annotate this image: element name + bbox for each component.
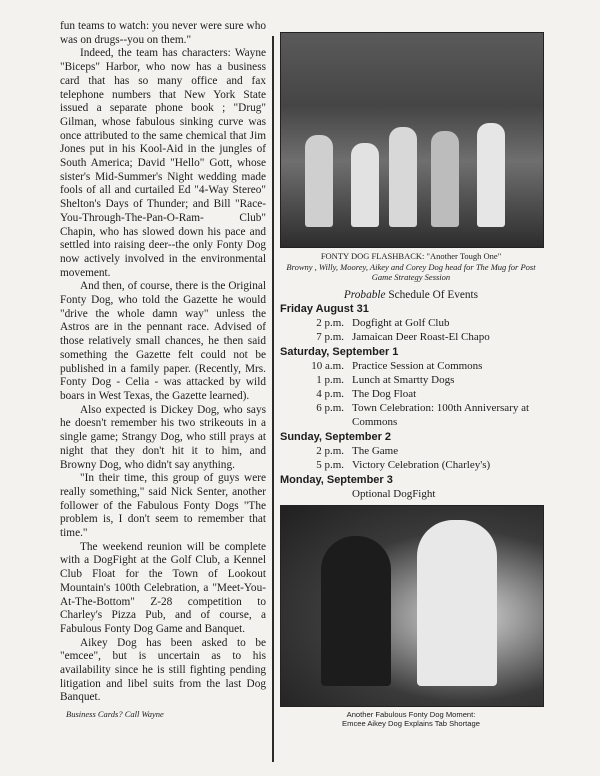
photo-caption bbox=[280, 710, 542, 729]
schedule-title-rest: Schedule Of Events bbox=[385, 288, 479, 301]
event-time: 2 p.m. bbox=[316, 316, 344, 329]
schedule-day-heading: Sunday, September 2 bbox=[280, 430, 392, 443]
article-column bbox=[60, 20, 266, 720]
schedule-day-heading: Saturday, September 1 bbox=[280, 345, 399, 358]
schedule-event bbox=[280, 330, 542, 344]
article-footnote: Business Cards? Call Wayne bbox=[66, 709, 164, 720]
schedule-event bbox=[280, 359, 542, 373]
schedule-event bbox=[280, 387, 542, 401]
event-description: The Game bbox=[352, 444, 399, 457]
photo-caption bbox=[280, 251, 542, 283]
event-description: Optional DogFight bbox=[352, 487, 436, 500]
event-time: 7 p.m. bbox=[316, 330, 344, 343]
schedule-list bbox=[280, 303, 542, 501]
article-paragraph: Indeed, the team has characters: Wayne "Biceps" Harbor, who now has a business card that has so many office and fax telephone numbers that New York State issued a separate phone book ; "Drug" Gilman, whose fabulous sinking curve was once attributed to the same chemical that Jim Jones put in his Kool-Aid in the jungles of South America; David "Hello" Gott, whose sister's Mid-Summer's Night wedding made fools of all and curtailed Ed "4-Way Stereo" Shelton's Days of Thunder; and Bill "Race-You-Through-The-Pan-O-Ram- Club" Chapin, who has slowed down his pace and settled into raising deer--the only Fonty Dog now actively involved in the environmental movement. bbox=[60, 47, 266, 279]
article-paragraph: fun teams to watch: you never were sure who was on drugs--you on them." bbox=[60, 20, 266, 46]
article-paragraph: And then, of course, there is the Original Fonty Dog, who told the Gazette he would "drive the whole damn way" unless the Astros are in the pennant race. Advised of those relatively small chances, he then said something the Gazette felt could not be published in a family paper. (Recently, Mrs. Fonty Dog - Celia - was attacked by wild boars in West Texas, the Gazette learned). bbox=[60, 280, 266, 402]
event-time: 1 p.m. bbox=[316, 373, 344, 386]
schedule-title-italic: Probable bbox=[343, 288, 386, 301]
team-photo bbox=[280, 32, 544, 248]
person-figure bbox=[417, 520, 497, 686]
event-description: Practice Session at Commons bbox=[352, 359, 483, 372]
column-divider bbox=[272, 36, 274, 762]
schedule-event bbox=[280, 487, 542, 501]
event-time: 4 p.m. bbox=[316, 387, 344, 400]
event-description: Dogfight at Golf Club bbox=[352, 316, 450, 329]
schedule-event bbox=[280, 444, 542, 458]
person-figure bbox=[321, 536, 391, 686]
schedule-event bbox=[280, 458, 542, 472]
person-figure bbox=[477, 123, 505, 227]
schedule-event bbox=[280, 401, 542, 429]
photo-caption-line: Emcee Aikey Dog Explains Tab Shortage bbox=[342, 719, 480, 728]
article-paragraph: Aikey Dog has been asked to be "emcee", but is uncertain as to his availability since he is still fighting pending litigation and libel suits from the last Dog Banquet. bbox=[60, 636, 266, 704]
right-column bbox=[280, 32, 542, 729]
event-description: Lunch at Smartty Dogs bbox=[352, 373, 455, 386]
person-figure bbox=[305, 135, 333, 227]
schedule-event bbox=[280, 373, 542, 387]
photo-caption-subtitle: Browny , Willy, Moorey, Aikey and Corey Dog head for The Mug for Post Game Strategy Session bbox=[286, 261, 536, 282]
event-description: Victory Celebration (Charley's) bbox=[352, 458, 491, 471]
schedule-day-heading: Friday August 31 bbox=[280, 302, 369, 315]
photo-caption-title: FONTY DOG FLASHBACK: "Another Tough One" bbox=[320, 251, 502, 261]
article-paragraph: Also expected is Dickey Dog, who says he doesn't remember his two strikeouts in a single game; Strangy Dog, who still prays at night that they don't hit it to him, and Browny Dog, who didn't say anything. bbox=[60, 403, 266, 471]
schedule-day-heading: Monday, September 3 bbox=[280, 473, 393, 486]
schedule-title bbox=[280, 289, 542, 301]
person-figure bbox=[431, 131, 459, 227]
event-time: 2 p.m. bbox=[316, 444, 344, 457]
event-time: 10 a.m. bbox=[311, 359, 344, 372]
event-time bbox=[280, 487, 352, 501]
event-description: The Dog Float bbox=[352, 387, 417, 400]
article-paragraph: "In their time, this group of guys were really something," said Nick Senter, another follower of the Fabulous Fonty Dogs "The problem is, I don't seem to remember that time." bbox=[60, 472, 266, 540]
schedule-event bbox=[280, 316, 542, 330]
event-time: 6 p.m. bbox=[316, 401, 344, 414]
event-description: Jamaican Deer Roast-El Chapo bbox=[352, 330, 490, 343]
person-figure bbox=[351, 143, 379, 227]
photo-caption-line: Another Fabulous Fonty Dog Moment: bbox=[346, 709, 476, 719]
person-figure bbox=[389, 127, 417, 227]
event-description: Town Celebration: 100th Anniversary at Commons bbox=[352, 401, 530, 428]
article-paragraph: The weekend reunion will be complete with a DogFight at the Golf Club, a Kennel Club Float for the Town of Lookout Mountain's 100th Celebration, a "Meet-You-At-The-Bottom" Z-28 competition to Charley's Pizza Pub, and of course, a Fabulous Fonty Dog Game and Banquet. bbox=[60, 540, 266, 635]
emcee-photo bbox=[280, 505, 544, 707]
event-time: 5 p.m. bbox=[316, 458, 344, 471]
